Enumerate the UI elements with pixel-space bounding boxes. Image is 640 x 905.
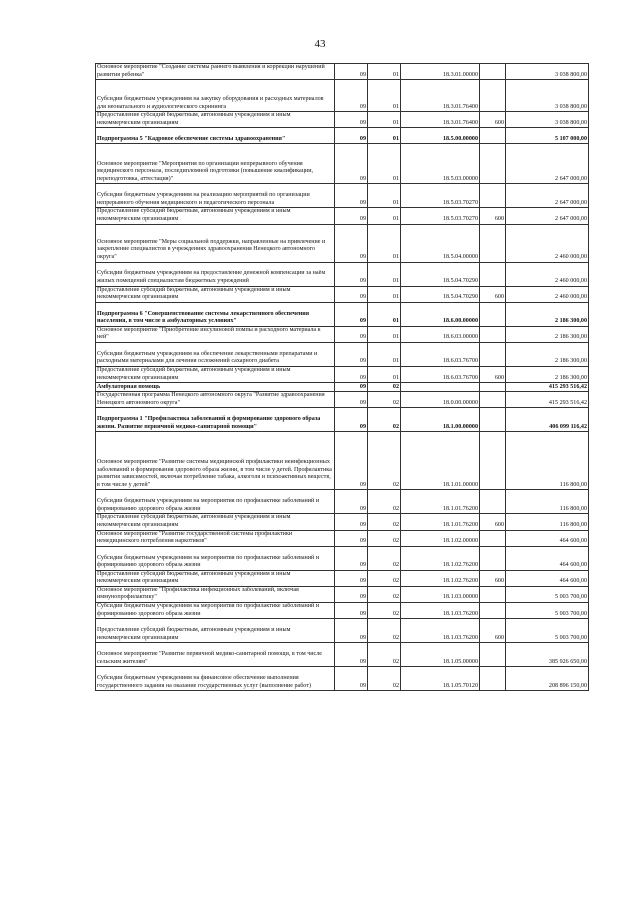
table-row — [96, 392, 589, 408]
table-row — [96, 366, 589, 382]
table-row — [96, 64, 589, 80]
row-section-code: 09 — [335, 667, 368, 691]
row-amount: 116 800,00 — [506, 514, 589, 530]
row-name: Основное мероприятие "Развитие государственной системы профилактики немедицинского потребления наркотиков" — [96, 530, 335, 546]
row-target-article: 18.5.04.70290 — [401, 286, 480, 302]
row-amount: 5 003 700,00 — [506, 586, 589, 602]
row-expense-type — [480, 586, 506, 602]
row-amount: 2 186 300,00 — [506, 342, 589, 366]
row-amount: 2 186 300,00 — [506, 302, 589, 326]
row-section-code: 09 — [335, 302, 368, 326]
row-amount: 2 460 000,00 — [506, 224, 589, 262]
row-section-code: 09 — [335, 80, 368, 112]
table-row — [96, 326, 589, 342]
row-expense-type — [480, 383, 506, 392]
row-amount: 2 647 000,00 — [506, 144, 589, 184]
row-subsection-code: 01 — [368, 342, 401, 366]
row-subsection-code: 01 — [368, 128, 401, 144]
row-amount: 5 003 700,00 — [506, 619, 589, 643]
table-row — [96, 80, 589, 112]
row-expense-type: 600 — [480, 619, 506, 643]
row-amount: 464 600,00 — [506, 570, 589, 586]
row-amount: 116 800,00 — [506, 490, 589, 514]
row-target-article: 18.1.01.76200 — [401, 514, 480, 530]
row-target-article: 18.6.03.76700 — [401, 366, 480, 382]
row-expense-type — [480, 128, 506, 144]
row-expense-type — [480, 64, 506, 80]
row-subsection-code: 01 — [368, 262, 401, 286]
row-section-code: 09 — [335, 586, 368, 602]
row-target-article: 18.6.03.76700 — [401, 342, 480, 366]
row-target-article: 18.1.01.00000 — [401, 432, 480, 490]
row-target-article: 18.5.00.00000 — [401, 128, 480, 144]
row-amount: 406 099 116,42 — [506, 408, 589, 432]
row-name: Предоставление субсидий бюджетным, автономным учреждениям и иным некоммерческим организациям — [96, 514, 335, 530]
row-section-code: 09 — [335, 432, 368, 490]
table-row — [96, 490, 589, 514]
table-row — [96, 286, 589, 302]
table-row — [96, 432, 589, 490]
page-number: 43 — [314, 38, 326, 50]
row-expense-type — [480, 408, 506, 432]
row-target-article — [401, 383, 480, 392]
row-name: Субсидии бюджетным учреждениям на мероприятия по профилактике заболеваний и формированию здорового образа жизни — [96, 603, 335, 619]
row-amount: 208 896 150,00 — [506, 667, 589, 691]
row-expense-type — [480, 224, 506, 262]
row-section-code: 09 — [335, 546, 368, 570]
table-row — [96, 570, 589, 586]
row-target-article: 18.5.03.70270 — [401, 184, 480, 208]
row-section-code: 09 — [335, 570, 368, 586]
row-expense-type — [480, 432, 506, 490]
row-section-code: 09 — [335, 383, 368, 392]
row-name: Предоставление субсидий бюджетным, автономным учреждениям и иным некоммерческим организациям — [96, 619, 335, 643]
row-name: Предоставление субсидий бюджетным, автономным учреждениям и иным некоммерческим организациям — [96, 286, 335, 302]
row-section-code: 09 — [335, 144, 368, 184]
row-subsection-code: 02 — [368, 667, 401, 691]
row-target-article: 18.3.01.00000 — [401, 64, 480, 80]
row-target-article: 18.6.03.00000 — [401, 326, 480, 342]
table-row — [96, 586, 589, 602]
row-subsection-code: 02 — [368, 643, 401, 667]
row-expense-type — [480, 262, 506, 286]
row-section-code: 09 — [335, 514, 368, 530]
row-amount: 2 460 000,00 — [506, 286, 589, 302]
row-section-code: 09 — [335, 619, 368, 643]
table-row — [96, 619, 589, 643]
row-section-code: 09 — [335, 366, 368, 382]
row-subsection-code: 01 — [368, 286, 401, 302]
row-section-code: 09 — [335, 408, 368, 432]
row-name: Предоставление субсидий бюджетным, автономным учреждениям и иным некоммерческим организациям — [96, 208, 335, 224]
budget-table — [95, 63, 589, 691]
row-target-article: 18.5.03.00000 — [401, 144, 480, 184]
row-name: Предоставление субсидий бюджетным, автономным учреждениям и иным некоммерческим организациям — [96, 366, 335, 382]
row-target-article: 18.0.00.00000 — [401, 392, 480, 408]
row-subsection-code: 01 — [368, 224, 401, 262]
row-section-code: 09 — [335, 643, 368, 667]
row-amount: 415 293 516,42 — [506, 383, 589, 392]
row-section-code: 09 — [335, 262, 368, 286]
row-subsection-code: 01 — [368, 208, 401, 224]
table-row — [96, 383, 589, 392]
row-subsection-code: 02 — [368, 570, 401, 586]
row-name: Амбулаторная помощь — [96, 383, 335, 392]
row-name: Предоставление субсидий бюджетным, автономным учреждениям и иным некоммерческим организациям — [96, 570, 335, 586]
row-section-code: 09 — [335, 326, 368, 342]
row-expense-type — [480, 144, 506, 184]
row-subsection-code: 02 — [368, 619, 401, 643]
table-row — [96, 128, 589, 144]
table-row — [96, 184, 589, 208]
row-subsection-code: 02 — [368, 603, 401, 619]
row-section-code: 09 — [335, 286, 368, 302]
row-expense-type: 600 — [480, 570, 506, 586]
row-target-article: 18.1.03.00000 — [401, 586, 480, 602]
row-target-article: 18.5.03.70270 — [401, 208, 480, 224]
row-name: Субсидии бюджетным учреждениям на мероприятия по профилактике заболеваний и формированию здорового образа жизни — [96, 490, 335, 514]
row-section-code: 09 — [335, 224, 368, 262]
table-row — [96, 603, 589, 619]
row-subsection-code: 02 — [368, 432, 401, 490]
row-name: Основное мероприятие "Приобретение инсулиновой помпы и расходного материала к ней" — [96, 326, 335, 342]
row-amount: 464 600,00 — [506, 530, 589, 546]
row-name: Основное мероприятие "Создание системы раннего выявления и коррекции нарушений развития ребенка" — [96, 64, 335, 80]
row-amount: 2 460 000,00 — [506, 262, 589, 286]
row-target-article: 18.1.02.76200 — [401, 546, 480, 570]
table-row — [96, 224, 589, 262]
table-row — [96, 530, 589, 546]
row-name: Государственная программа Ненецкого автономного округа "Развитие здравоохранения Ненецкого автономного округа" — [96, 392, 335, 408]
row-target-article: 18.1.01.76200 — [401, 490, 480, 514]
row-subsection-code: 01 — [368, 144, 401, 184]
row-subsection-code: 01 — [368, 326, 401, 342]
row-target-article: 18.1.03.76200 — [401, 619, 480, 643]
row-section-code: 09 — [335, 490, 368, 514]
row-amount: 3 038 800,00 — [506, 64, 589, 80]
row-amount: 415 293 516,42 — [506, 392, 589, 408]
row-expense-type — [480, 342, 506, 366]
table-row — [96, 262, 589, 286]
row-expense-type — [480, 490, 506, 514]
table-row — [96, 514, 589, 530]
table-row — [96, 302, 589, 326]
row-expense-type: 600 — [480, 286, 506, 302]
row-name: Субсидии бюджетным учреждениям на финансовое обеспечение выполнения государственного задания на оказание государственных услуг (выполнение работ) — [96, 667, 335, 691]
row-amount: 116 800,00 — [506, 432, 589, 490]
row-name: Подпрограмма 5 "Кадровое обеспечение системы здравоохранения" — [96, 128, 335, 144]
row-section-code: 09 — [335, 64, 368, 80]
row-name: Основное мероприятие "Развитие первичной медико-санитарной помощи, в том числе сельским жителям" — [96, 643, 335, 667]
table-row — [96, 408, 589, 432]
row-amount: 385 926 650,00 — [506, 643, 589, 667]
row-subsection-code: 02 — [368, 546, 401, 570]
budget-table-body — [96, 64, 589, 691]
row-amount: 5 107 000,00 — [506, 128, 589, 144]
row-expense-type — [480, 326, 506, 342]
row-target-article: 18.6.00.00000 — [401, 302, 480, 326]
row-section-code: 09 — [335, 208, 368, 224]
row-target-article: 18.1.00.00000 — [401, 408, 480, 432]
row-target-article: 18.5.04.70290 — [401, 262, 480, 286]
row-name: Предоставление субсидий бюджетным, автономным учреждениям и иным некоммерческим организациям — [96, 112, 335, 128]
row-amount: 2 647 000,00 — [506, 184, 589, 208]
row-subsection-code: 01 — [368, 302, 401, 326]
row-target-article: 18.1.03.76200 — [401, 603, 480, 619]
row-name: Основное мероприятие "Профилактика инфекционных заболеваний, включая иммунопрофилактику" — [96, 586, 335, 602]
row-target-article: 18.3.01.76400 — [401, 80, 480, 112]
row-subsection-code: 02 — [368, 514, 401, 530]
row-target-article: 18.3.01.76400 — [401, 112, 480, 128]
row-name: Основное мероприятие "Меры социальной поддержки, направленные на привлечение и закрепление специалистов в учреждениях здравоохранения Ненецкого автономного округа" — [96, 224, 335, 262]
row-expense-type — [480, 530, 506, 546]
row-subsection-code: 02 — [368, 392, 401, 408]
table-row — [96, 144, 589, 184]
table-row — [96, 643, 589, 667]
row-expense-type: 600 — [480, 514, 506, 530]
row-target-article: 18.1.02.00000 — [401, 530, 480, 546]
row-name: Подпрограмма 6 "Совершенствование системы лекарственного обеспечения населения, в том числе в амбулаторных условиях" — [96, 302, 335, 326]
row-amount: 464 600,00 — [506, 546, 589, 570]
row-section-code: 09 — [335, 112, 368, 128]
table-row — [96, 667, 589, 691]
row-subsection-code: 02 — [368, 490, 401, 514]
row-name: Субсидии бюджетным учреждениям на предоставление денежной компенсации за наём жилых помещений специалистам бюджетных учреждений — [96, 262, 335, 286]
row-amount: 2 186 300,00 — [506, 366, 589, 382]
table-row — [96, 342, 589, 366]
row-subsection-code: 02 — [368, 408, 401, 432]
row-expense-type — [480, 392, 506, 408]
row-expense-type — [480, 667, 506, 691]
row-section-code: 09 — [335, 342, 368, 366]
row-subsection-code: 01 — [368, 366, 401, 382]
row-amount: 3 038 800,00 — [506, 112, 589, 128]
row-expense-type — [480, 546, 506, 570]
row-target-article: 18.5.04.00000 — [401, 224, 480, 262]
table-row — [96, 112, 589, 128]
row-section-code: 09 — [335, 128, 368, 144]
table-row — [96, 208, 589, 224]
row-name: Субсидии бюджетным учреждениям на закупку оборудования и расходных материалов для неонатального и аудиологического скрининга — [96, 80, 335, 112]
row-subsection-code: 02 — [368, 383, 401, 392]
row-section-code: 09 — [335, 530, 368, 546]
row-name: Основное мероприятие "Мероприятия по организации непрерывного обучения медицинского персонала, последипломной подготовки (повышение квалификации, переподготовка, аттестация)" — [96, 144, 335, 184]
row-subsection-code: 01 — [368, 80, 401, 112]
row-expense-type: 600 — [480, 366, 506, 382]
row-target-article: 18.1.02.76200 — [401, 570, 480, 586]
row-subsection-code: 01 — [368, 64, 401, 80]
row-expense-type — [480, 302, 506, 326]
row-expense-type: 600 — [480, 208, 506, 224]
row-name: Субсидии бюджетным учреждениям на мероприятия по профилактике заболеваний и формированию здорового образа жизни — [96, 546, 335, 570]
row-target-article: 18.1.05.00000 — [401, 643, 480, 667]
row-amount: 3 038 800,00 — [506, 80, 589, 112]
row-expense-type — [480, 184, 506, 208]
row-section-code: 09 — [335, 603, 368, 619]
row-amount: 5 003 700,00 — [506, 603, 589, 619]
row-name: Субсидии бюджетным учреждениям на обеспечение лекарственными препаратами и расходными материалами для лечения осложнений сахарного диабета — [96, 342, 335, 366]
row-expense-type — [480, 603, 506, 619]
row-section-code: 09 — [335, 392, 368, 408]
row-expense-type — [480, 80, 506, 112]
row-amount: 2 647 000,00 — [506, 208, 589, 224]
row-subsection-code: 01 — [368, 184, 401, 208]
row-name: Подпрограмма 1 "Профилактика заболеваний и формирование здорового образа жизни. Развитие первичной медико-санитарной помощи" — [96, 408, 335, 432]
row-subsection-code: 01 — [368, 112, 401, 128]
row-name: Субсидии бюджетным учреждениям на реализацию мероприятий по организации непрерывного обучения медицинского и педагогического персонала — [96, 184, 335, 208]
row-subsection-code: 02 — [368, 586, 401, 602]
row-target-article: 18.1.05.70120 — [401, 667, 480, 691]
row-section-code: 09 — [335, 184, 368, 208]
row-expense-type: 600 — [480, 112, 506, 128]
table-row — [96, 546, 589, 570]
row-name: Основное мероприятие "Развитие системы медицинской профилактики неинфекционных заболеваний и формирования здорового образа жизни, в том числе у детей. Профилактика развития зависимостей, включая потребление табака, алкоголя и психоактивных веществ, в том числе у детей" — [96, 432, 335, 490]
row-amount: 2 186 300,00 — [506, 326, 589, 342]
row-subsection-code: 02 — [368, 530, 401, 546]
row-expense-type — [480, 643, 506, 667]
